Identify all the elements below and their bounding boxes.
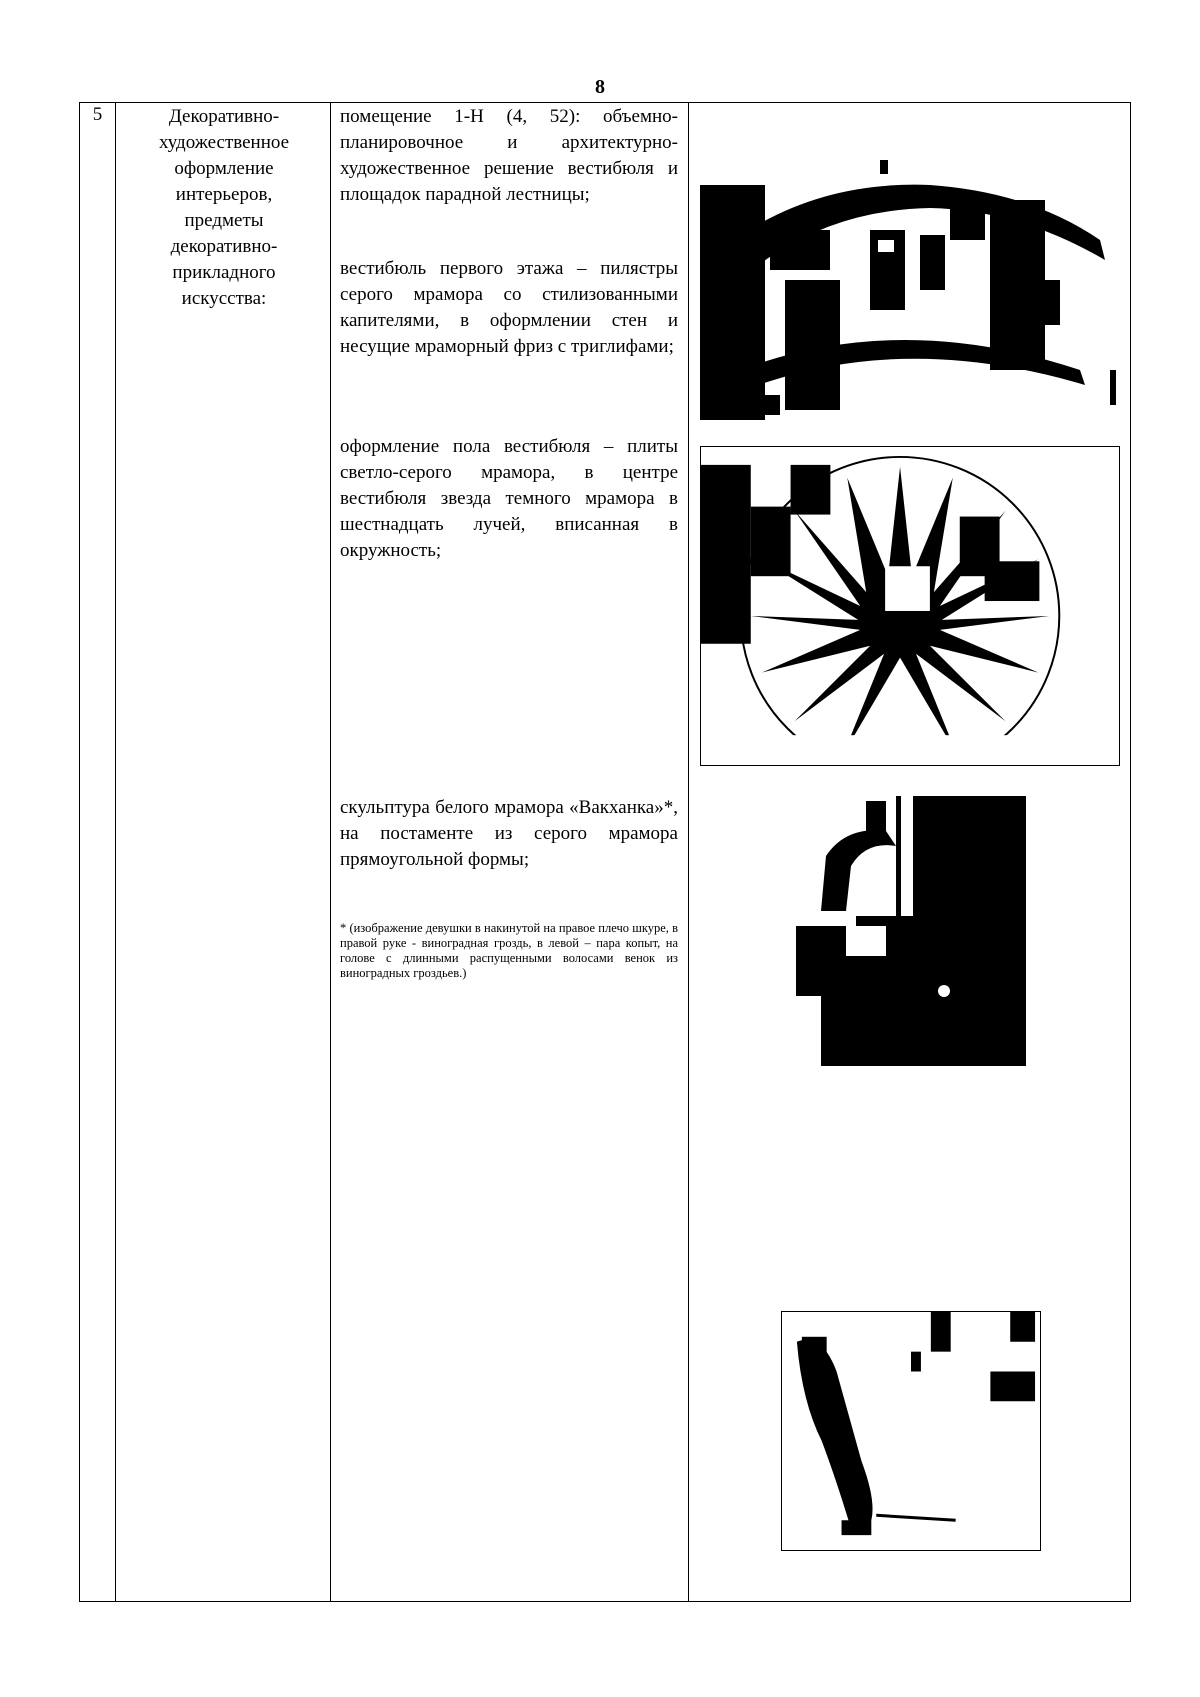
category-line: предметы	[184, 210, 264, 231]
category-line: интерьеров,	[175, 184, 273, 205]
description-paragraph: скульптура белого мрамора «Вакханка»*, на постаменте из серого мрамора прямоугольной формы;	[340, 797, 678, 870]
category-line: Декоративно-	[168, 106, 280, 127]
floor-star-photo	[700, 446, 1120, 766]
footnote: * (изображение девушки в накинутой на правое плечо шкуре, в правой руке - виноградная гроздь, в левой – пара копыт, на голове с длинными распущенными волосами венок из виноградных гроздьев.)	[340, 921, 678, 980]
category-line: оформление	[174, 158, 274, 179]
description-paragraph: помещение 1-Н (4, 52): объемно-планировочное и архитектурно-художественное решение вестибюля и площадок парадной лестницы;	[340, 106, 678, 205]
category-line: декоративно-	[170, 236, 278, 257]
sculpture-photo	[796, 796, 1026, 1066]
page-number: 8	[595, 76, 605, 98]
column-divider	[330, 102, 331, 1602]
category-line: художественное	[158, 132, 290, 153]
description-paragraph: оформление пола вестибюля – плиты светло-серого мрамора, в центре вестибюля звезда темного мрамора в шестнадцать лучей, вписанная в окружность;	[340, 436, 678, 561]
row-number: 5	[92, 104, 103, 125]
category-line: прикладного	[172, 262, 276, 283]
category-cell	[118, 104, 330, 312]
category-line: искусства:	[181, 288, 267, 309]
column-divider	[115, 102, 116, 1602]
description-paragraph: вестибюль первого этажа – пилястры серого мрамора со стилизованными капителями, в оформлении стен и несущие мраморный фриз с триглифами;	[340, 258, 678, 357]
sculpture-detail-photo	[781, 1311, 1041, 1551]
column-divider	[688, 102, 689, 1602]
vestibule-photo	[700, 140, 1120, 422]
